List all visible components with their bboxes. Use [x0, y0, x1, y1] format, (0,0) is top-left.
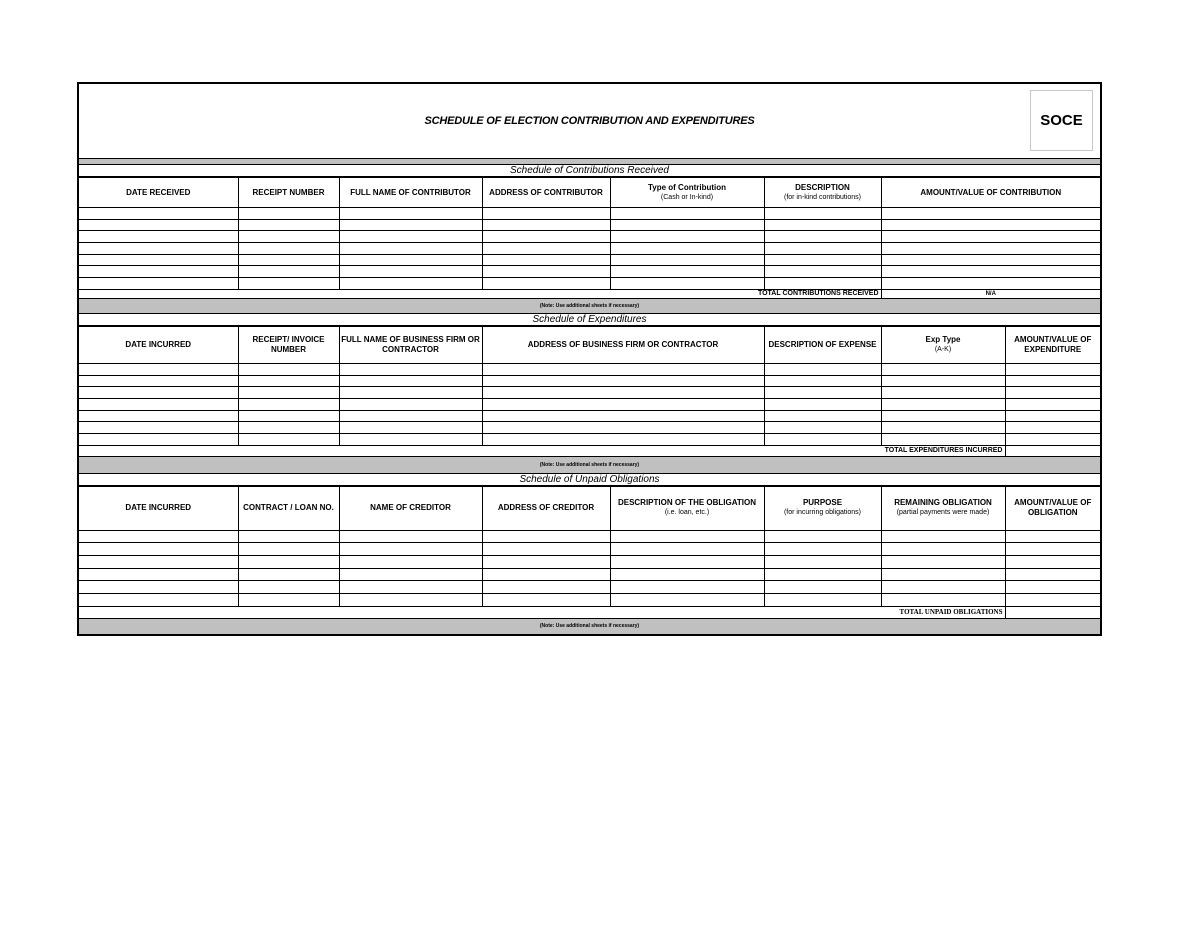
entry-cell[interactable]	[881, 254, 1100, 266]
entry-cell[interactable]	[79, 433, 238, 445]
entry-cell[interactable]	[339, 387, 482, 399]
entry-cell[interactable]	[238, 278, 339, 290]
obligations-table	[79, 486, 1100, 619]
table-row	[79, 422, 1100, 434]
entry-cell[interactable]	[238, 530, 339, 543]
entry-cell[interactable]	[482, 398, 764, 410]
form-title: SCHEDULE OF ELECTION CONTRIBUTION AND EXPENDITURES	[424, 115, 755, 127]
entry-cell[interactable]	[238, 266, 339, 278]
col-header-business-name: FULL NAME OF BUSINESS FIRM OR CONTRACTOR	[339, 326, 482, 363]
entry-cell[interactable]	[238, 219, 339, 231]
entry-cell[interactable]	[238, 254, 339, 266]
entry-cell[interactable]	[482, 231, 610, 243]
entry-cell[interactable]	[238, 231, 339, 243]
entry-cell[interactable]	[764, 543, 881, 556]
entry-cell[interactable]	[79, 422, 238, 434]
entry-cell[interactable]	[881, 433, 1005, 445]
col-header-exp-type: Exp Type (A-K)	[881, 326, 1005, 363]
expenditures-section-title: Schedule of Expenditures	[79, 314, 1100, 326]
entry-cell[interactable]	[610, 231, 764, 243]
entry-cell[interactable]	[482, 556, 610, 569]
entry-cell[interactable]	[339, 243, 482, 255]
entry-cell[interactable]	[764, 278, 881, 290]
entry-cell[interactable]	[339, 231, 482, 243]
entry-cell[interactable]	[764, 219, 881, 231]
entry-cell[interactable]	[881, 375, 1005, 387]
col-header-remaining-obligation: REMAINING OBLIGATION (partial payments were made)	[881, 486, 1005, 530]
col-header-creditor-name: NAME OF CREDITOR	[339, 486, 482, 530]
entry-cell[interactable]	[1005, 530, 1100, 543]
entry-cell[interactable]	[764, 422, 881, 434]
entry-cell[interactable]	[482, 410, 764, 422]
entry-cell[interactable]	[764, 375, 881, 387]
entry-cell[interactable]	[881, 219, 1100, 231]
entry-cell[interactable]	[610, 581, 764, 594]
col-header-contributor-name: FULL NAME OF CONTRIBUTOR	[339, 178, 482, 208]
entry-cell[interactable]	[881, 556, 1005, 569]
table-row	[79, 278, 1100, 290]
table-row	[79, 594, 1100, 607]
entry-cell[interactable]	[1005, 594, 1100, 607]
entry-cell[interactable]	[764, 530, 881, 543]
entry-cell[interactable]	[79, 375, 238, 387]
entry-cell[interactable]	[339, 543, 482, 556]
col-header-expense-description: DESCRIPTION OF EXPENSE	[764, 326, 881, 363]
entry-cell[interactable]	[339, 433, 482, 445]
entry-cell[interactable]	[610, 243, 764, 255]
entry-cell[interactable]	[1005, 375, 1100, 387]
contributions-body	[79, 208, 1100, 290]
entry-cell[interactable]	[1005, 387, 1100, 399]
entry-cell[interactable]	[881, 398, 1005, 410]
entry-cell[interactable]	[764, 433, 881, 445]
table-row	[79, 254, 1100, 266]
entry-cell[interactable]	[339, 219, 482, 231]
table-row	[79, 410, 1100, 422]
expenditures-total-value[interactable]	[1005, 445, 1100, 456]
entry-cell[interactable]	[881, 581, 1005, 594]
table-row	[79, 266, 1100, 278]
entry-cell[interactable]	[1005, 433, 1100, 445]
entry-cell[interactable]	[881, 410, 1005, 422]
col-header-contract-loan-no: CONTRACT / LOAN NO.	[238, 486, 339, 530]
table-row	[79, 387, 1100, 399]
entry-cell[interactable]	[238, 387, 339, 399]
entry-cell[interactable]	[881, 266, 1100, 278]
entry-cell[interactable]	[881, 278, 1100, 290]
entry-cell[interactable]	[764, 398, 881, 410]
col-header-expenditure-amount: AMOUNT/VALUE OF EXPENDITURE	[1005, 326, 1100, 363]
entry-cell[interactable]	[764, 410, 881, 422]
entry-cell[interactable]	[764, 556, 881, 569]
entry-cell[interactable]	[339, 278, 482, 290]
entry-cell[interactable]	[482, 254, 610, 266]
col-header-description: DESCRIPTION (for in-kind contributions)	[764, 178, 881, 208]
entry-cell[interactable]	[764, 387, 881, 399]
entry-cell[interactable]	[610, 208, 764, 220]
entry-cell[interactable]	[339, 363, 482, 375]
table-row	[79, 543, 1100, 556]
entry-cell[interactable]	[482, 375, 764, 387]
entry-cell[interactable]	[1005, 543, 1100, 556]
table-row	[79, 398, 1100, 410]
entry-cell[interactable]	[339, 594, 482, 607]
table-row	[79, 363, 1100, 375]
entry-cell[interactable]	[339, 568, 482, 581]
expenditures-total-label: TOTAL EXPENDITURES INCURRED	[79, 445, 1005, 456]
entry-cell[interactable]	[238, 398, 339, 410]
obligations-body	[79, 530, 1100, 606]
entry-cell[interactable]	[238, 556, 339, 569]
entry-cell[interactable]	[881, 243, 1100, 255]
expenditures-table	[79, 326, 1100, 457]
entry-cell[interactable]	[79, 278, 238, 290]
entry-cell[interactable]	[79, 243, 238, 255]
col-header-purpose: PURPOSE (for incurring obligations)	[764, 486, 881, 530]
entry-cell[interactable]	[610, 530, 764, 543]
col-header-creditor-address: ADDRESS OF CREDITOR	[482, 486, 610, 530]
entry-cell[interactable]	[482, 543, 610, 556]
entry-cell[interactable]	[79, 266, 238, 278]
entry-cell[interactable]	[482, 278, 610, 290]
entry-cell[interactable]	[610, 594, 764, 607]
entry-cell[interactable]	[482, 387, 764, 399]
entry-cell[interactable]	[482, 568, 610, 581]
obligations-header-row	[79, 486, 1100, 530]
obligations-total-value[interactable]	[1005, 606, 1100, 618]
contributions-total-value[interactable]: N/A	[881, 289, 1100, 298]
entry-cell[interactable]	[881, 543, 1005, 556]
entry-cell[interactable]	[79, 231, 238, 243]
entry-cell[interactable]	[79, 530, 238, 543]
contributions-header-row	[79, 178, 1100, 208]
entry-cell[interactable]	[79, 254, 238, 266]
entry-cell[interactable]	[79, 208, 238, 220]
form-header	[79, 84, 1100, 159]
entry-cell[interactable]	[79, 581, 238, 594]
contributions-section-title: Schedule of Contributions Received	[79, 165, 1100, 177]
entry-cell[interactable]	[764, 568, 881, 581]
col-header-contribution-type: Type of Contribution (Cash or In-kind)	[610, 178, 764, 208]
entry-cell[interactable]	[764, 266, 881, 278]
contributions-total-label: TOTAL CONTRIBUTIONS RECEIVED	[79, 289, 881, 298]
obligations-total-label: TOTAL UNPAID OBLIGATIONS	[79, 606, 1005, 618]
entry-cell[interactable]	[881, 568, 1005, 581]
entry-cell[interactable]	[339, 375, 482, 387]
entry-cell[interactable]	[238, 422, 339, 434]
entry-cell[interactable]	[79, 543, 238, 556]
entry-cell[interactable]	[482, 243, 610, 255]
entry-cell[interactable]	[764, 254, 881, 266]
entry-cell[interactable]	[339, 556, 482, 569]
entry-cell[interactable]	[881, 231, 1100, 243]
col-header-date-received: DATE RECEIVED	[79, 178, 238, 208]
entry-cell[interactable]	[482, 219, 610, 231]
entry-cell[interactable]	[339, 410, 482, 422]
table-row	[79, 208, 1100, 220]
entry-cell[interactable]	[610, 266, 764, 278]
obligations-section-title: Schedule of Unpaid Obligations	[79, 474, 1100, 486]
expenditures-header-row	[79, 326, 1100, 363]
col-header-contribution-amount: AMOUNT/VALUE OF CONTRIBUTION	[881, 178, 1100, 208]
contributions-total-row	[79, 289, 1100, 298]
entry-cell[interactable]	[238, 543, 339, 556]
entry-cell[interactable]	[339, 266, 482, 278]
col-header-date-incurred: DATE INCURRED	[79, 326, 238, 363]
table-row	[79, 219, 1100, 231]
entry-cell[interactable]	[482, 208, 610, 220]
entry-cell[interactable]	[79, 398, 238, 410]
entry-cell[interactable]	[482, 594, 610, 607]
entry-cell[interactable]	[339, 530, 482, 543]
entry-cell[interactable]	[79, 387, 238, 399]
col-header-obligation-amount: AMOUNT/VALUE OF OBLIGATION	[1005, 486, 1100, 530]
col-header-obligation-date: DATE INCURRED	[79, 486, 238, 530]
entry-cell[interactable]	[881, 363, 1005, 375]
entry-cell[interactable]	[238, 208, 339, 220]
col-header-receipt-number: RECEIPT NUMBER	[238, 178, 339, 208]
table-row	[79, 231, 1100, 243]
entry-cell[interactable]	[339, 422, 482, 434]
entry-cell[interactable]	[881, 530, 1005, 543]
entry-cell[interactable]	[764, 363, 881, 375]
entry-cell[interactable]	[482, 363, 764, 375]
entry-cell[interactable]	[79, 568, 238, 581]
entry-cell[interactable]	[764, 243, 881, 255]
entry-cell[interactable]	[1005, 410, 1100, 422]
entry-cell[interactable]	[764, 581, 881, 594]
col-header-receipt-invoice: RECEIPT/ INVOICE NUMBER	[238, 326, 339, 363]
entry-cell[interactable]	[238, 433, 339, 445]
table-row	[79, 433, 1100, 445]
contributions-table	[79, 177, 1100, 299]
entry-cell[interactable]	[482, 530, 610, 543]
entry-cell[interactable]	[482, 433, 764, 445]
col-header-obligation-description: DESCRIPTION OF THE OBLIGATION (i.e. loan, etc.)	[610, 486, 764, 530]
entry-cell[interactable]	[764, 208, 881, 220]
entry-cell[interactable]	[482, 266, 610, 278]
obligations-note: (Note: Use additional sheets if necessary)	[79, 619, 1100, 634]
contributions-note: (Note: Use additional sheets if necessary)	[79, 299, 1100, 314]
entry-cell[interactable]	[238, 375, 339, 387]
entry-cell[interactable]	[238, 581, 339, 594]
entry-cell[interactable]	[1005, 422, 1100, 434]
col-header-contributor-address: ADDRESS OF CONTRIBUTOR	[482, 178, 610, 208]
entry-cell[interactable]	[1005, 568, 1100, 581]
entry-cell[interactable]	[79, 594, 238, 607]
entry-cell[interactable]	[881, 208, 1100, 220]
entry-cell[interactable]	[339, 208, 482, 220]
table-row	[79, 375, 1100, 387]
entry-cell[interactable]	[1005, 398, 1100, 410]
col-header-business-address: ADDRESS OF BUSINESS FIRM OR CONTRACTOR	[482, 326, 764, 363]
table-row	[79, 243, 1100, 255]
table-row	[79, 530, 1100, 543]
entry-cell[interactable]	[238, 243, 339, 255]
entry-cell[interactable]	[238, 568, 339, 581]
entry-cell[interactable]	[482, 581, 610, 594]
soce-badge: SOCE	[1030, 90, 1093, 151]
obligations-total-row	[79, 606, 1100, 618]
entry-cell[interactable]	[881, 422, 1005, 434]
entry-cell[interactable]	[1005, 363, 1100, 375]
table-row	[79, 581, 1100, 594]
entry-cell[interactable]	[339, 581, 482, 594]
expenditures-note: (Note: Use additional sheets if necessary)	[79, 457, 1100, 474]
entry-cell[interactable]	[482, 422, 764, 434]
entry-cell[interactable]	[79, 363, 238, 375]
entry-cell[interactable]	[1005, 556, 1100, 569]
entry-cell[interactable]	[238, 594, 339, 607]
entry-cell[interactable]	[610, 254, 764, 266]
entry-cell[interactable]	[610, 556, 764, 569]
entry-cell[interactable]	[764, 231, 881, 243]
entry-cell[interactable]	[764, 594, 881, 607]
entry-cell[interactable]	[610, 219, 764, 231]
entry-cell[interactable]	[1005, 581, 1100, 594]
entry-cell[interactable]	[79, 556, 238, 569]
expenditures-total-row	[79, 445, 1100, 456]
table-row	[79, 568, 1100, 581]
entry-cell[interactable]	[238, 410, 339, 422]
entry-cell[interactable]	[610, 568, 764, 581]
entry-cell[interactable]	[238, 363, 339, 375]
table-row	[79, 556, 1100, 569]
entry-cell[interactable]	[79, 410, 238, 422]
entry-cell[interactable]	[881, 387, 1005, 399]
entry-cell[interactable]	[339, 398, 482, 410]
entry-cell[interactable]	[610, 543, 764, 556]
entry-cell[interactable]	[610, 278, 764, 290]
entry-cell[interactable]	[881, 594, 1005, 607]
soce-form	[77, 82, 1102, 636]
expenditures-body	[79, 363, 1100, 445]
entry-cell[interactable]	[79, 219, 238, 231]
entry-cell[interactable]	[339, 254, 482, 266]
